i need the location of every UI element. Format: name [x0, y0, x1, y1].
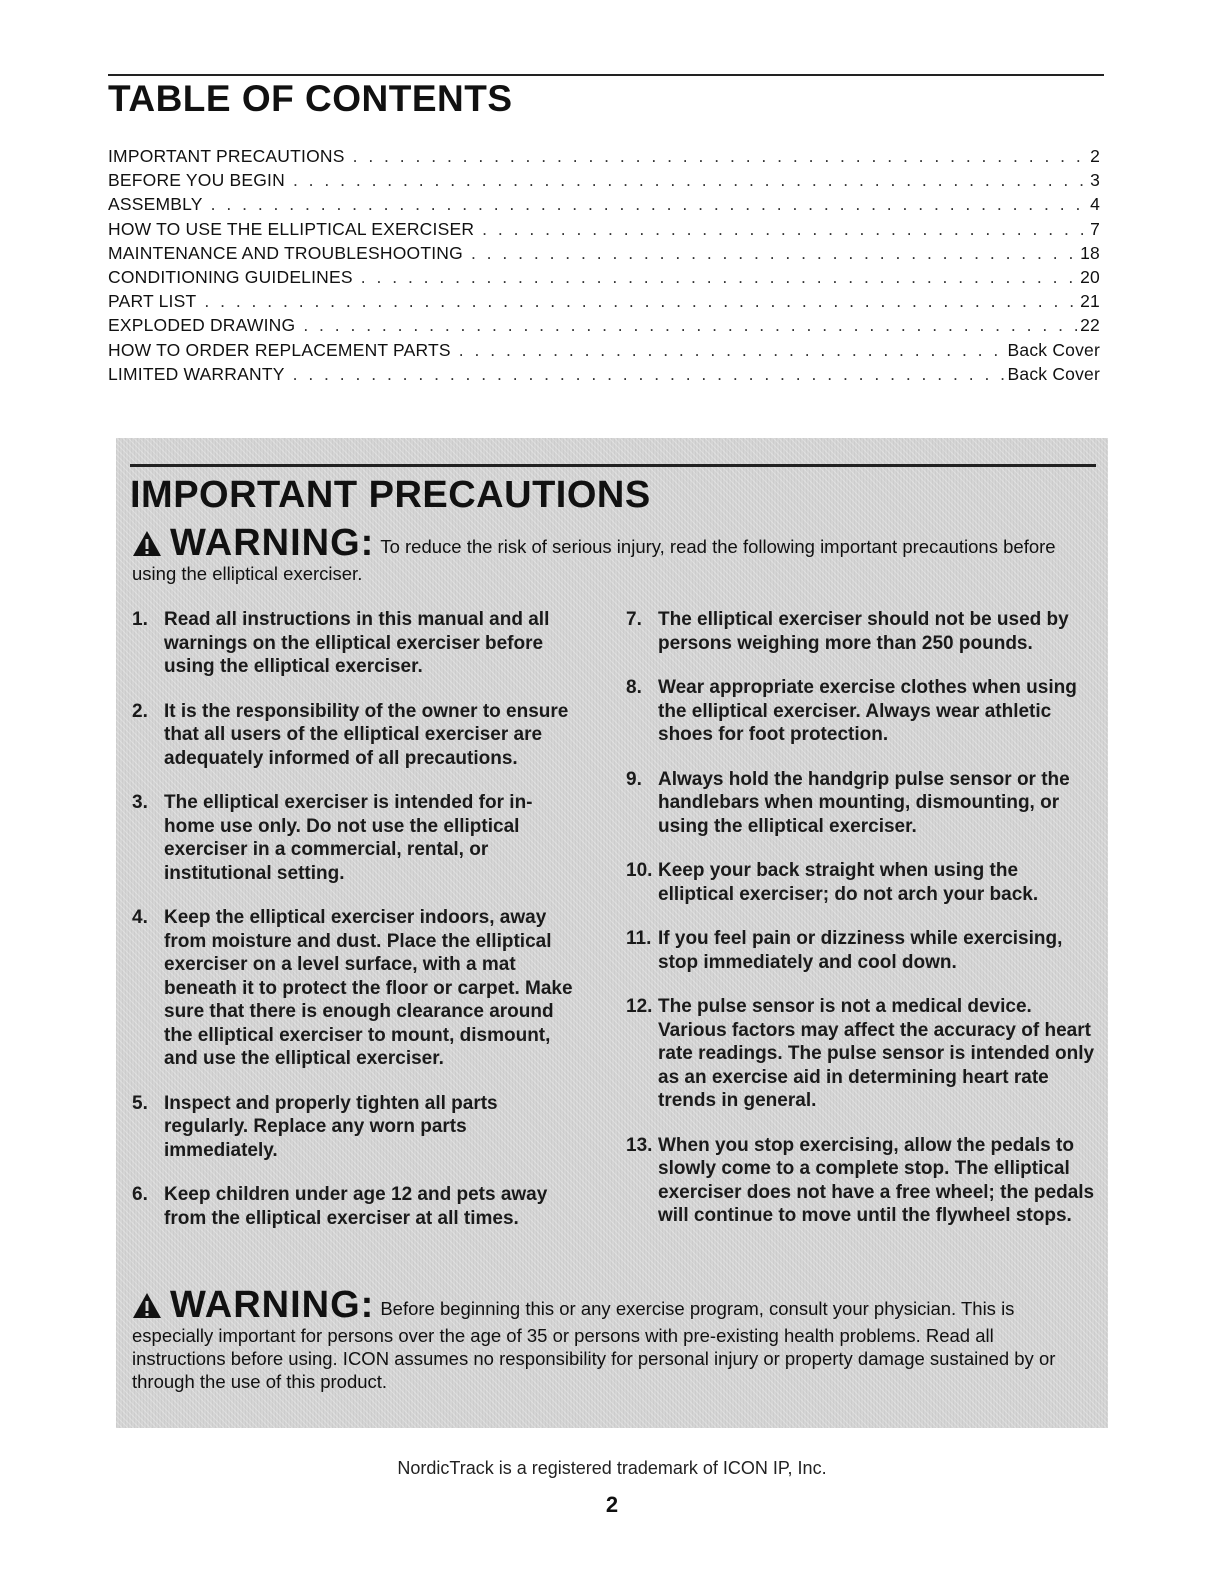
precaution-text: It is the responsibility of the owner to ensure that all users of the elliptical exerciser are adequately informed of all precautions. [164, 700, 569, 769]
precaution-item [626, 927, 1096, 974]
precaution-item [132, 906, 578, 1071]
precaution-number: 5. [132, 1092, 148, 1114]
warning-top [132, 522, 1082, 585]
toc-entry [108, 146, 1100, 170]
warning-bottom-text: Before beginning this or any exercise program, consult your physician. This is especially important for persons over the age of 35 or persons with pre-existing health problems. Read all instructions before using. ICON assumes no responsibility for personal injury or property damage sustained by or through the use of this product. [132, 1298, 1056, 1392]
precaution-text: The elliptical exerciser should not be used by persons weighing more than 250 pounds. [658, 609, 1069, 654]
toc-leader-dots [361, 267, 1078, 288]
toc-leader-dots [293, 170, 1088, 191]
precaution-item [626, 608, 1096, 655]
toc-entry-label: IMPORTANT PRECAUTIONS [108, 146, 345, 166]
precaution-item [626, 995, 1096, 1113]
toc-entry [108, 194, 1100, 218]
toc-entry-label: CONDITIONING GUIDELINES [108, 266, 353, 287]
precaution-item [626, 676, 1096, 747]
precaution-number: 2. [132, 700, 148, 722]
precaution-item [132, 1092, 578, 1163]
toc-entry-page: 2 [1090, 146, 1100, 166]
precaution-text: Always hold the handgrip pulse sensor or the handlebars when mounting, dismounting, or using the elliptical exerciser. [658, 768, 1070, 837]
precaution-number: 13. [626, 1134, 653, 1156]
toc-entry-page: 20 [1080, 266, 1100, 287]
precaution-item [132, 608, 578, 679]
warning-bottom-head: WARNING: [170, 1284, 375, 1326]
toc-entry-page: 21 [1080, 291, 1100, 312]
toc-list [108, 146, 1100, 388]
toc-entry [108, 219, 1100, 243]
toc-leader-dots [471, 243, 1078, 264]
toc-entry-label: MAINTENANCE AND TROUBLESHOOTING [108, 242, 463, 263]
toc-entry-label: ASSEMBLY [108, 194, 203, 215]
toc-entry-page: 3 [1090, 170, 1100, 191]
toc-top-rule [108, 74, 1104, 76]
toc-entry-label: LIMITED WARRANTY [108, 363, 285, 384]
precaution-item [626, 768, 1096, 839]
warning-top-text: To reduce the risk of serious injury, read the following important precautions before using the elliptical exerciser. [132, 536, 1056, 584]
precaution-number: 8. [626, 677, 642, 698]
precaution-text: The pulse sensor is not a medical device. Various factors may affect the accuracy of heart rate readings. The pulse sensor is intended only as an exercise aid in determining heart rate trends in general. [658, 996, 1095, 1111]
precaution-number: 12. [626, 996, 653, 1017]
toc-leader-dots [353, 146, 1088, 167]
toc-leader-dots [482, 219, 1088, 240]
toc-leader-dots [303, 315, 1078, 336]
toc-entry-page: Back Cover [1007, 339, 1100, 360]
precaution-number: 7. [626, 609, 642, 630]
precaution-text: Keep the elliptical exerciser indoors, away from moisture and dust. Place the elliptical exerciser on a level surface, with a mat beneath it to protect the floor or carpet. Make sure that there is enough clearance around the elliptical exerciser to mount, dismount, and use the elliptical exerciser. [164, 907, 573, 1069]
precautions-rule [130, 464, 1096, 467]
precautions-list-left [132, 608, 578, 1230]
precautions-box [116, 438, 1108, 1428]
toc-leader-dots [211, 194, 1088, 215]
precaution-item [132, 791, 578, 885]
precaution-text: Wear appropriate exercise clothes when using the elliptical exerciser. Always wear athletic shoes for foot protection. [658, 677, 1077, 745]
page-number: 2 [605, 1492, 619, 1517]
warning-triangle-icon [132, 1292, 162, 1324]
precautions-column-left [132, 608, 578, 1251]
precautions-list-right [626, 608, 1096, 1228]
toc-entry [108, 315, 1100, 339]
trademark-note: NordicTrack is a registered trademark of ICON IP, Inc. [397, 1458, 827, 1478]
precaution-number: 11. [626, 928, 652, 949]
toc-entry-label: BEFORE YOU BEGIN [108, 170, 285, 191]
toc-entry-label: PART LIST [108, 291, 197, 312]
precaution-item [132, 700, 578, 771]
precaution-text: Keep children under age 12 and pets away from the elliptical exerciser at all times. [164, 1184, 548, 1229]
toc-entry [108, 243, 1100, 267]
toc-leader-dots [293, 364, 1006, 385]
precaution-text: If you feel pain or dizziness while exercising, stop immediately and cool down. [658, 928, 1063, 973]
toc-entry-page: Back Cover [1007, 363, 1100, 384]
precaution-text: Read all instructions in this manual and all warnings on the elliptical exerciser before using the elliptical exerciser. [164, 609, 550, 677]
toc-entry-page: 18 [1080, 242, 1100, 263]
precaution-text: Keep your back straight when using the elliptical exerciser; do not arch your back. [658, 860, 1039, 905]
toc-entry [108, 267, 1100, 291]
toc-title: TABLE OF CONTENTS [108, 78, 513, 119]
toc-entry-label: HOW TO USE THE ELLIPTICAL EXERCISER [108, 218, 475, 239]
toc-leader-dots [459, 340, 1006, 361]
warning-bottom [132, 1284, 1082, 1393]
toc-entry-page: 4 [1090, 194, 1100, 215]
precaution-item [626, 1134, 1096, 1228]
precaution-number: 10. [626, 860, 653, 881]
precaution-number: 1. [132, 609, 148, 630]
precaution-item [132, 1183, 578, 1230]
warning-top-head: WARNING: [170, 522, 375, 564]
toc-leader-dots [204, 291, 1078, 312]
precaution-text: When you stop exercising, allow the pedals to slowly come to a complete stop. The elliptical exerciser does not have a free wheel; the pedals will continue to move until the flywheel stops. [658, 1134, 1095, 1226]
toc-entry [108, 170, 1100, 194]
precaution-number: 6. [132, 1184, 148, 1205]
toc-entry [108, 364, 1100, 388]
toc-entry-page: 7 [1090, 218, 1100, 239]
toc-entry-page: 22 [1080, 315, 1100, 336]
precautions-title: IMPORTANT PRECAUTIONS [130, 474, 651, 516]
precaution-text: Inspect and properly tighten all parts regularly. Replace any worn parts immediately. [164, 1092, 498, 1161]
warning-triangle-icon [132, 530, 162, 562]
precautions-column-right [626, 608, 1096, 1249]
toc-entry-label: HOW TO ORDER REPLACEMENT PARTS [108, 339, 451, 360]
precaution-text: The elliptical exerciser is intended for in-home use only. Do not use the elliptical exerciser in a commercial, rental, or institutional setting. [164, 792, 533, 884]
precaution-number: 4. [132, 907, 148, 928]
precaution-item [626, 859, 1096, 906]
precaution-number: 9. [626, 768, 642, 790]
precaution-number: 3. [132, 792, 148, 813]
toc-entry [108, 291, 1100, 315]
toc-entry [108, 340, 1100, 364]
toc-entry-label: EXPLODED DRAWING [108, 315, 296, 336]
